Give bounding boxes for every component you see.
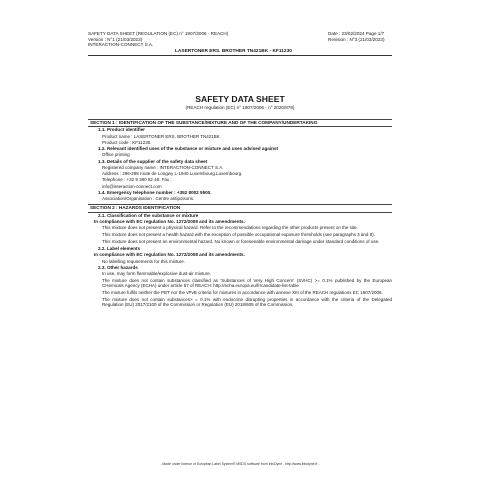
company-phone: Telephone : +32 9 380 82 48. Fax : xyxy=(102,177,172,183)
subsection-2-3: 2.3. Other hazards xyxy=(98,264,138,270)
emergency-label: 1.4. Emergency telephone number : xyxy=(98,189,177,195)
company-email[interactable]: info@interaction-connect.com xyxy=(102,183,162,189)
labelling-text: No labelling requirements for this mixture. xyxy=(102,258,186,264)
document-subtitle: (REACH regulation (EC) n° 1907/2006 - n° 2020/878) xyxy=(185,105,295,110)
subsection-1-2: 1.2. Relevant identified uses of the substance or mixture and uses advised against xyxy=(98,146,278,152)
emergency-association: Association/Organisation : Centre antipoisons. xyxy=(102,196,195,202)
subsection-1-3: 1.3. Details of the supplier of the safety data sheet xyxy=(98,158,208,164)
compliance-note-1: In compliance with EC regulation No. 1272/2008 and its amendments. xyxy=(94,219,245,225)
header-company: INTERACTION-CONNECT S.A. xyxy=(88,42,154,48)
other-hazard-dust: In use, may form flammable/explosive dust-air mixture. xyxy=(102,271,212,277)
header-right xyxy=(328,31,384,42)
section-2-heading: SECTION 2 : HAZARDS IDENTIFICATION xyxy=(88,204,392,212)
section-1-heading: SECTION 1 : IDENTIFICATION OF THE SUBSTANCE/MIXTURE AND OF THE COMPANY/UNDERTAKING xyxy=(88,119,392,127)
product-code: Product code : KF11230. xyxy=(102,139,152,145)
other-hazard-pbt: The mixture fulfils neither the PBT nor the vPvB criteria for mixtures in accordance with annexe XIII of the REACH regulations EC 1907/2006. xyxy=(102,290,383,296)
other-hazard-endocrine: The mixture does not contain substances> = 0.1% with endocrine disrupting properties in accordance with the criteria of the Delegated Regulation (EU) 2017/2100 of the Commission or Regulation (EU) 2018/605 of the Commission. xyxy=(102,296,392,308)
subsection-2-2: 2.2. Label elements xyxy=(98,245,141,251)
header-product: LASERTONER ERS. BROTHER TN421BK - KF11230 xyxy=(175,49,292,54)
other-hazard-svhc: The mixture does not contain substances classified as 'Substances of Very High Concern' (SVHC) >= 0.1% published by the European CHemicals Agency (ECHA) under article 57 of REACH: http://echa.europa.eu/fr/candidate-list-table xyxy=(102,278,392,289)
header-regulation: SAFETY DATA SHEET (REGULATION (EC) n° 1907/2006 - REACH) xyxy=(88,31,229,36)
header-date-page: Date : 23/02/2024 Page 1/7 xyxy=(328,31,385,36)
emergency-number: +352 8002 5500. xyxy=(176,189,212,195)
subsection-1-1: 1.1. Product identifier xyxy=(98,127,145,133)
product-name: Product name : LASERTONER ERS. BROTHER TN421BK xyxy=(102,133,220,139)
environment-hazard-text: This mixture does not present an environmental hazard. No known or foreseeable environmental damage under standard conditions of use. xyxy=(102,239,380,245)
document-body xyxy=(88,117,392,309)
compliance-note-2: In compliance with EC regulation No. 1272/2008 and its amendments. xyxy=(94,252,245,258)
document-title: SAFETY DATA SHEET xyxy=(195,94,285,104)
header-rule xyxy=(88,55,392,56)
header-left xyxy=(88,31,228,48)
company-name: Registered company name : INTERACTION-CONNECT S.A. xyxy=(102,165,224,171)
company-address: Address : 296-298 route de Longwy L-1940.Luxembourg.Luxembourg. xyxy=(102,171,243,177)
subsection-2-1: 2.1. Classification of the substance or mixture xyxy=(98,212,199,218)
page-footer: - Made under licence of European Label System® MSDS software from InfoDyne - http://www.infodyne.fr - xyxy=(160,462,320,466)
physical-hazard-text: This mixture does not present a physical hazard. Refer to the recommendations regarding the other products present on the site. xyxy=(102,225,358,231)
health-hazard-text: This mixture does not present a health hazard with the exception of possible occupational exposure thresholds (see paragraphs 3 and 8). xyxy=(102,232,375,238)
identified-use: Office printing xyxy=(102,152,130,158)
header-version: Version : N°1 (21/03/2023) xyxy=(88,36,143,42)
header-revision: Revision : N°3 (21/03/2023) xyxy=(328,36,385,42)
